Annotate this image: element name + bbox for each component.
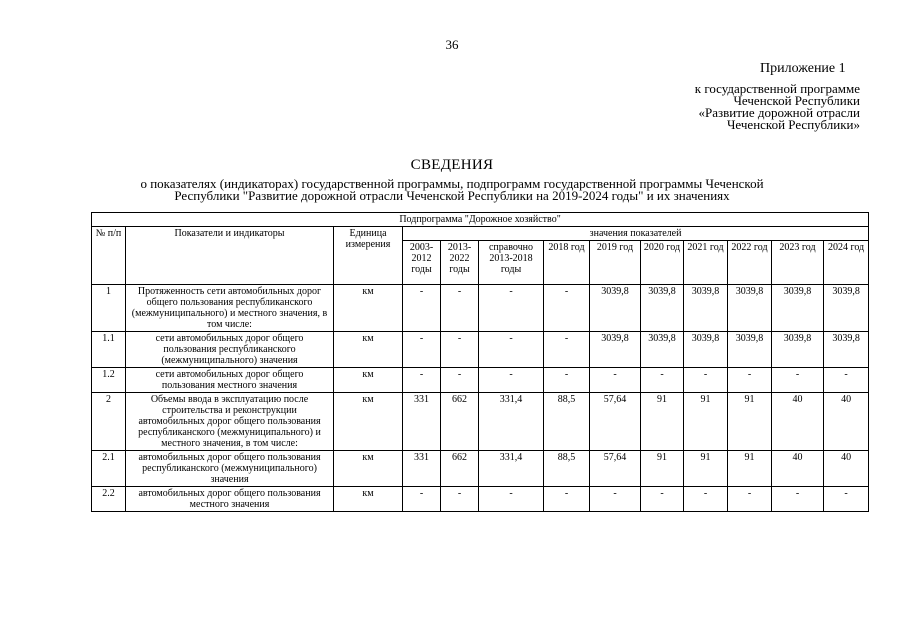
row-value: - xyxy=(544,285,590,332)
row-value: 40 xyxy=(824,393,869,451)
row-value: - xyxy=(544,332,590,368)
header-period: 2003-2012 годы xyxy=(403,241,441,285)
row-value: 57,64 xyxy=(590,393,641,451)
row-value: - xyxy=(403,368,441,393)
row-number: 1 xyxy=(92,285,126,332)
row-value: - xyxy=(772,487,824,512)
header-period: 2019 год xyxy=(590,241,641,285)
row-value: - xyxy=(544,487,590,512)
row-value: 3039,8 xyxy=(641,332,684,368)
header-period: 2022 год xyxy=(728,241,772,285)
row-value: - xyxy=(403,285,441,332)
row-value: 3039,8 xyxy=(772,285,824,332)
row-unit: км xyxy=(334,451,403,487)
table-row xyxy=(92,332,869,368)
row-value: - xyxy=(441,285,479,332)
row-value: 91 xyxy=(684,393,728,451)
row-value: 3039,8 xyxy=(590,332,641,368)
header-period: 2018 год xyxy=(544,241,590,285)
row-value: 40 xyxy=(772,393,824,451)
row-value: 91 xyxy=(641,451,684,487)
row-value: 3039,8 xyxy=(728,332,772,368)
row-number: 2 xyxy=(92,393,126,451)
page-number: 36 xyxy=(445,37,459,52)
header-name: Показатели и индикаторы xyxy=(126,227,334,285)
row-value: - xyxy=(641,487,684,512)
header-period: 2024 год xyxy=(824,241,869,285)
row-unit: км xyxy=(334,487,403,512)
subtitle-line: Республики "Развитие дорожной отрасли Чеченской Республики на 2019-2024 годы" и их значениях xyxy=(174,188,730,203)
row-value: 88,5 xyxy=(544,393,590,451)
row-value: - xyxy=(684,368,728,393)
row-unit: км xyxy=(334,368,403,393)
document-title: СВЕДЕНИЯ xyxy=(410,157,494,173)
row-value: 331 xyxy=(403,393,441,451)
row-value: 331,4 xyxy=(479,451,544,487)
row-value: - xyxy=(403,332,441,368)
row-value: - xyxy=(684,487,728,512)
row-value: 91 xyxy=(728,393,772,451)
row-value: 3039,8 xyxy=(684,285,728,332)
header-values-group: значения показателей xyxy=(403,227,869,241)
header-unit: Единица измерения xyxy=(334,227,403,285)
row-value: 88,5 xyxy=(544,451,590,487)
row-value: - xyxy=(590,487,641,512)
row-value: - xyxy=(824,368,869,393)
table-row xyxy=(92,285,869,332)
table-row xyxy=(92,368,869,393)
row-number: 1.1 xyxy=(92,332,126,368)
subtitle-line: о показателях (индикаторах) государственной программы, подпрограмм государственной программы Чеченской xyxy=(140,176,764,191)
row-value: 3039,8 xyxy=(684,332,728,368)
row-value: - xyxy=(544,368,590,393)
row-value: 91 xyxy=(684,451,728,487)
row-value: - xyxy=(590,368,641,393)
header-period: справочно 2013-2018 годы xyxy=(479,241,544,285)
row-value: 3039,8 xyxy=(772,332,824,368)
row-value: - xyxy=(728,487,772,512)
row-name: Протяженность сети автомобильных дорог общего пользования республиканского (межмуниципального) и местного значения, в том числе: xyxy=(126,285,334,332)
table-row xyxy=(92,487,869,512)
row-value: - xyxy=(403,487,441,512)
row-value: 57,64 xyxy=(590,451,641,487)
appendix-line: «Развитие дорожной отрасли xyxy=(698,105,860,120)
appendix-title: Приложение 1 xyxy=(760,61,846,76)
header-period: 2020 год xyxy=(641,241,684,285)
row-unit: км xyxy=(334,332,403,368)
indicators-table xyxy=(91,212,869,512)
row-value: - xyxy=(479,285,544,332)
row-value: 3039,8 xyxy=(824,332,869,368)
header-number: № п/п xyxy=(92,227,126,285)
row-value: 91 xyxy=(728,451,772,487)
row-value: 3039,8 xyxy=(641,285,684,332)
row-value: 40 xyxy=(824,451,869,487)
row-value: 331,4 xyxy=(479,393,544,451)
row-value: 91 xyxy=(641,393,684,451)
header-period: 2023 год xyxy=(772,241,824,285)
row-name: сети автомобильных дорог общего пользования местного значения xyxy=(126,368,334,393)
row-name: автомобильных дорог общего пользования республиканского (межмуниципального) значения xyxy=(126,451,334,487)
appendix-line: Чеченской Республики xyxy=(733,93,860,108)
row-unit: км xyxy=(334,393,403,451)
row-value: - xyxy=(824,487,869,512)
row-unit: км xyxy=(334,285,403,332)
row-value: - xyxy=(728,368,772,393)
row-value: - xyxy=(641,368,684,393)
row-value: - xyxy=(479,487,544,512)
row-value: - xyxy=(772,368,824,393)
row-value: 3039,8 xyxy=(590,285,641,332)
row-value: 331 xyxy=(403,451,441,487)
table-row xyxy=(92,393,869,451)
row-number: 1.2 xyxy=(92,368,126,393)
appendix-lines xyxy=(695,83,860,131)
row-number: 2.1 xyxy=(92,451,126,487)
row-value: 662 xyxy=(441,451,479,487)
document-subtitle xyxy=(40,178,864,202)
table-row xyxy=(92,451,869,487)
row-name: Объемы ввода в эксплуатацию после строительства и реконструкции автомобильных дорог общего пользования республиканского (межмуниципального) и местного значения, в том числе: xyxy=(126,393,334,451)
header-period: 2013-2022 годы xyxy=(441,241,479,285)
row-value: 662 xyxy=(441,393,479,451)
row-value: - xyxy=(479,368,544,393)
appendix-line: к государственной программе xyxy=(694,81,860,96)
row-value: - xyxy=(441,487,479,512)
row-value: 40 xyxy=(772,451,824,487)
row-name: сети автомобильных дорог общего пользования республиканского (межмуниципального) значения xyxy=(126,332,334,368)
row-name: автомобильных дорог общего пользования местного значения xyxy=(126,487,334,512)
header-period: 2021 год xyxy=(684,241,728,285)
row-number: 2.2 xyxy=(92,487,126,512)
row-value: - xyxy=(441,368,479,393)
row-value: 3039,8 xyxy=(728,285,772,332)
row-value: 3039,8 xyxy=(824,285,869,332)
subprogram-header: Подпрограмма "Дорожное хозяйство" xyxy=(92,213,869,227)
row-value: - xyxy=(479,332,544,368)
row-value: - xyxy=(441,332,479,368)
appendix-line: Чеченской Республики» xyxy=(726,117,860,132)
